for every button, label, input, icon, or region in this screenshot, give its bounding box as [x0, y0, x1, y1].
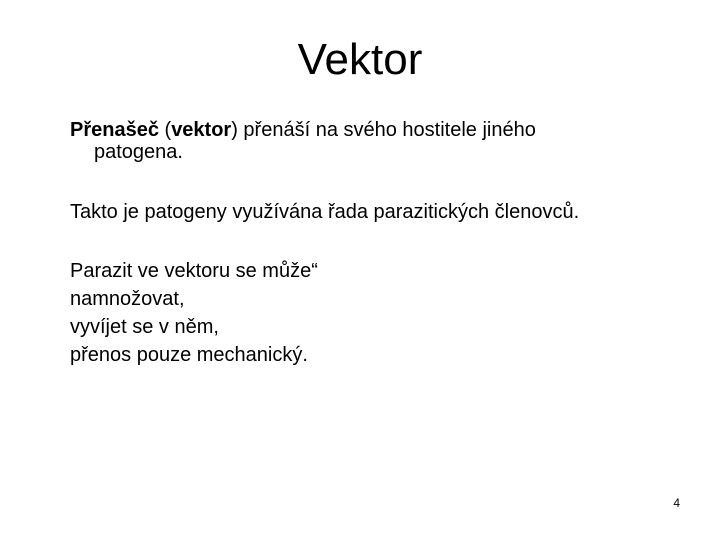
list-line: namnožovat, — [70, 288, 185, 310]
text-open-paren: ( — [158, 119, 172, 141]
text-definition-rest: ) přenáší na svého hostitele jiného — [231, 119, 536, 141]
paragraph-arthropods: Takto je patogeny využívána řada parazitických členovců. — [70, 201, 580, 223]
paragraph-vector-definition — [70, 119, 690, 163]
list-line: přenos pouze mechanický. — [70, 344, 308, 366]
slide-title: Vektor — [297, 35, 423, 84]
term-vektor: vektor — [171, 119, 232, 141]
text-definition-line2: patogena. — [94, 141, 183, 163]
list-line: vyvíjet se v něm, — [70, 316, 219, 338]
term-prenasec: Přenašeč — [70, 119, 159, 141]
page-number: 4 — [673, 496, 680, 510]
paragraph-parasite-list — [70, 257, 690, 369]
list-line: Parazit ve vektoru se může“ — [70, 260, 318, 282]
